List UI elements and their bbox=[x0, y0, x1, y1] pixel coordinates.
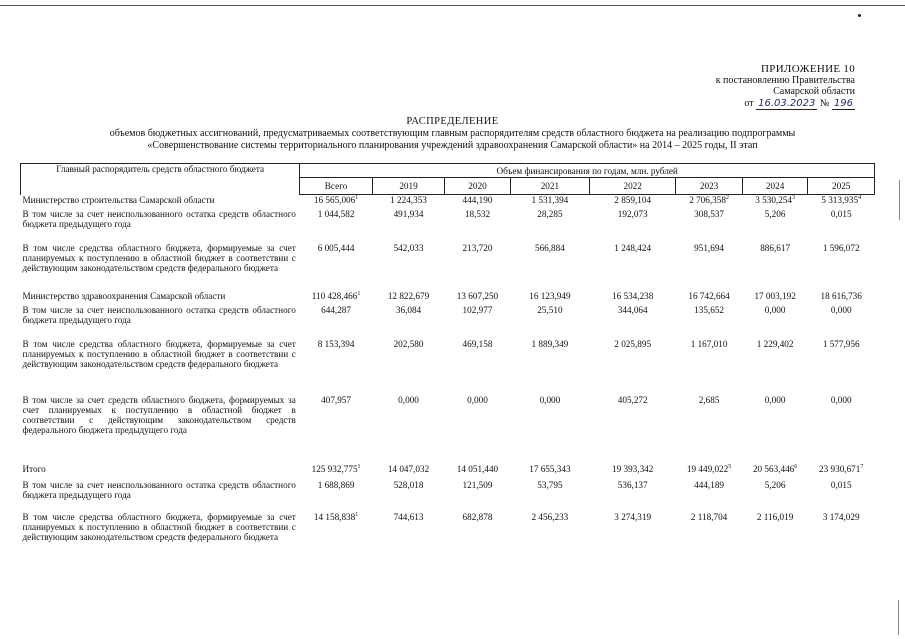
value-text: 0,000 bbox=[764, 304, 786, 315]
value-text: 886,617 bbox=[760, 242, 791, 253]
value-cell bbox=[590, 395, 676, 464]
value-cell bbox=[300, 243, 372, 291]
value-cell bbox=[510, 195, 589, 209]
handwritten-date: 16.03.2023 bbox=[758, 98, 816, 109]
value-cell bbox=[445, 209, 511, 243]
value-cell bbox=[742, 209, 808, 243]
value-text: 0,000 bbox=[830, 304, 852, 315]
value-text: 36,084 bbox=[395, 304, 422, 315]
footnote-marker: 1 bbox=[357, 463, 361, 470]
value-cell bbox=[676, 464, 743, 480]
value-cell bbox=[590, 209, 676, 243]
footnote-marker: 3 bbox=[791, 194, 795, 201]
value-text: 405,272 bbox=[617, 394, 648, 405]
value-cell bbox=[300, 305, 372, 339]
scan-edge-mark bbox=[898, 600, 899, 635]
value-cell bbox=[300, 464, 372, 480]
value-cell bbox=[300, 480, 372, 512]
value-cell bbox=[808, 512, 875, 558]
value-text: 2,685 bbox=[698, 394, 720, 405]
value-text: 16 123,949 bbox=[529, 290, 571, 301]
value-cell bbox=[742, 395, 808, 464]
value-text: 407,957 bbox=[321, 394, 351, 405]
value-text: 25,510 bbox=[537, 304, 563, 315]
value-text: 1 167,010 bbox=[690, 338, 728, 349]
value-cell bbox=[742, 464, 808, 480]
value-text: 19 449,022 bbox=[686, 463, 729, 474]
appendix-date-line bbox=[700, 98, 855, 109]
value-text: 0,000 bbox=[398, 394, 419, 405]
table-row bbox=[21, 209, 875, 243]
value-text: 121,509 bbox=[462, 479, 493, 490]
value-cell bbox=[300, 339, 372, 395]
value-cell bbox=[590, 464, 676, 480]
table-row bbox=[21, 195, 875, 209]
value-cell bbox=[372, 305, 444, 339]
value-text: 192,073 bbox=[617, 208, 648, 219]
value-text: 0,000 bbox=[830, 394, 852, 405]
value-text: 1 596,072 bbox=[822, 242, 860, 253]
value-cell bbox=[676, 339, 743, 395]
table-body bbox=[21, 195, 875, 558]
value-text: 0,000 bbox=[764, 394, 786, 405]
value-text: 5,206 bbox=[764, 208, 786, 219]
value-cell bbox=[510, 480, 589, 512]
value-text: 1 889,349 bbox=[531, 338, 569, 349]
value-text: 542,033 bbox=[393, 242, 424, 253]
value-cell bbox=[510, 464, 589, 480]
value-text: 1 229,402 bbox=[756, 338, 794, 349]
value-cell bbox=[445, 512, 511, 558]
value-text: 1 577,956 bbox=[822, 338, 860, 349]
value-cell bbox=[742, 243, 808, 291]
value-cell bbox=[808, 291, 875, 305]
value-cell bbox=[676, 305, 743, 339]
table-header-row bbox=[21, 164, 875, 178]
table-row bbox=[21, 480, 875, 512]
footnote-marker: 2 bbox=[725, 194, 729, 201]
appendix-line: к постановлению Правительства bbox=[715, 75, 855, 86]
value-cell bbox=[676, 209, 743, 243]
value-cell bbox=[676, 195, 743, 209]
value-cell bbox=[808, 480, 875, 512]
value-text: 16 534,238 bbox=[612, 290, 654, 301]
value-text: 744,613 bbox=[393, 511, 424, 522]
value-cell bbox=[590, 305, 676, 339]
header-col: 2025 bbox=[808, 178, 875, 195]
value-cell bbox=[372, 209, 444, 243]
budget-table bbox=[20, 163, 875, 558]
header-col: Всего bbox=[300, 178, 372, 195]
table-row bbox=[21, 395, 875, 464]
value-text: 2 706,358 bbox=[689, 195, 726, 205]
value-cell bbox=[445, 195, 511, 209]
date-prefix: от bbox=[744, 98, 754, 109]
value-cell bbox=[510, 291, 589, 305]
value-text: 1 688,869 bbox=[317, 479, 355, 490]
scan-edge-mark bbox=[899, 180, 900, 220]
appendix-line: Самарской области bbox=[773, 86, 855, 97]
value-text: 0,000 bbox=[467, 394, 488, 405]
value-cell bbox=[445, 464, 511, 480]
row-label: Министерство здравоохранения Самарской области bbox=[22, 290, 226, 301]
header-col: 2020 bbox=[445, 178, 511, 195]
value-text: 18 616,736 bbox=[820, 290, 862, 301]
value-text: 469,158 bbox=[462, 338, 493, 349]
table-row bbox=[21, 512, 875, 558]
value-text: 3 274,319 bbox=[614, 511, 652, 522]
value-cell bbox=[510, 395, 589, 464]
header-group-cell: Объем финансирования по годам, млн. рублей bbox=[300, 164, 875, 178]
value-text: 14 158,838 bbox=[313, 511, 356, 522]
value-text: 102,977 bbox=[462, 304, 493, 315]
footnote-marker: 4 bbox=[858, 194, 862, 201]
value-cell bbox=[808, 195, 875, 209]
value-cell bbox=[510, 243, 589, 291]
value-cell bbox=[372, 243, 444, 291]
value-text: 18,532 bbox=[464, 208, 491, 219]
value-text: 0,015 bbox=[830, 208, 852, 219]
value-text: 444,189 bbox=[694, 479, 724, 490]
value-text: 17 003,192 bbox=[754, 290, 796, 301]
value-text: 0,000 bbox=[539, 394, 561, 405]
footnote-marker: 1 bbox=[357, 290, 361, 297]
value-text: 110 428,466 bbox=[311, 290, 358, 301]
value-text: 566,884 bbox=[534, 242, 565, 253]
value-cell bbox=[590, 243, 676, 291]
header-name-cell: Главный распорядитель средств областного бюджета bbox=[21, 164, 300, 195]
value-cell bbox=[808, 339, 875, 395]
header-col: 2019 bbox=[372, 178, 444, 195]
value-cell bbox=[676, 512, 743, 558]
value-cell bbox=[445, 395, 511, 464]
row-label: В том числе средства областного бюджета, формируемые за счет планируемых к поступлению в областной бюджет в соответствии с действующим законодательством средств федерального бюджета bbox=[22, 511, 296, 542]
value-text: 16 742,664 bbox=[688, 290, 730, 301]
value-text: 1 044,582 bbox=[317, 208, 355, 219]
value-text: 8 153,394 bbox=[317, 338, 355, 349]
value-cell bbox=[676, 480, 743, 512]
value-text: 951,694 bbox=[694, 242, 724, 253]
row-label: В том числе за счет неиспользованного остатка средств областного бюджета предыдущего года bbox=[22, 208, 296, 229]
footnote-marker: 1 bbox=[355, 511, 359, 518]
value-cell bbox=[300, 512, 372, 558]
value-text: 682,878 bbox=[462, 511, 493, 522]
value-cell bbox=[742, 195, 808, 209]
value-cell bbox=[590, 291, 676, 305]
number-prefix: № bbox=[819, 98, 830, 109]
value-cell bbox=[445, 339, 511, 395]
table-row bbox=[21, 243, 875, 291]
value-text: 2 456,233 bbox=[531, 511, 569, 522]
value-text: 202,580 bbox=[393, 338, 424, 349]
row-label: В том числе средства областного бюджета, формируемые за счет планируемых к поступлению в областной бюджет в соответствии с действующим законодательством средств федерального бюджета bbox=[22, 338, 296, 369]
value-text: 2 859,104 bbox=[614, 195, 652, 205]
row-label: В том числе за счет средств областного бюджета, формируемых за счет планируемых к поступлению в областной бюджет в соответствии с действующим законодательством средств федерального бюджета предыдущего года bbox=[22, 394, 296, 435]
value-cell bbox=[510, 209, 589, 243]
scan-border-line bbox=[0, 5, 905, 6]
value-cell bbox=[808, 243, 875, 291]
value-text: 308,537 bbox=[694, 208, 724, 219]
footnote-marker: 5 bbox=[728, 463, 732, 470]
value-cell bbox=[742, 512, 808, 558]
value-cell bbox=[510, 512, 589, 558]
value-cell bbox=[808, 395, 875, 464]
table-row bbox=[21, 339, 875, 395]
header-col: 2023 bbox=[676, 178, 743, 195]
value-text: 3 174,029 bbox=[822, 511, 860, 522]
header-col: 2022 bbox=[590, 178, 676, 195]
row-label: В том числе средства областного бюджета, формируемые за счет планируемых к поступлению в областной бюджет в соответствии с действующим законодательством средств федерального бюджета bbox=[22, 242, 296, 273]
value-cell bbox=[372, 480, 444, 512]
header-col: 2021 bbox=[510, 178, 589, 195]
heading-title: РАСПРЕДЕЛЕНИЕ bbox=[406, 116, 499, 127]
row-label: Итого bbox=[22, 463, 46, 474]
value-cell bbox=[445, 480, 511, 512]
value-text: 28,285 bbox=[537, 208, 563, 219]
value-cell bbox=[808, 464, 875, 480]
value-text: 12 822,679 bbox=[387, 290, 430, 301]
appendix-title: ПРИЛОЖЕНИЕ 10 bbox=[761, 63, 855, 75]
value-cell bbox=[445, 291, 511, 305]
value-cell bbox=[445, 305, 511, 339]
value-text: 1 531,394 bbox=[531, 195, 569, 205]
value-cell bbox=[372, 464, 444, 480]
value-text: 13 607,250 bbox=[456, 290, 499, 301]
footnote-marker: 7 bbox=[860, 463, 864, 470]
value-cell bbox=[676, 243, 743, 291]
value-text: 344,064 bbox=[617, 304, 648, 315]
row-label: Министерство строительства Самарской области bbox=[22, 194, 215, 205]
heading-line: «Совершенствование системы территориального планирования учреждений здравоохранения Самарской области» на 2014 – 2025 годы, II этап bbox=[147, 140, 758, 151]
value-text: 19 393,342 bbox=[612, 463, 654, 474]
value-cell bbox=[510, 339, 589, 395]
value-text: 23 930,671 bbox=[819, 463, 861, 474]
value-cell bbox=[372, 195, 444, 209]
value-text: 16 565,006 bbox=[313, 195, 356, 205]
value-text: 0,015 bbox=[830, 479, 852, 490]
table-row bbox=[21, 291, 875, 305]
value-text: 444,190 bbox=[462, 195, 493, 205]
value-cell bbox=[300, 209, 372, 243]
value-text: 536,137 bbox=[617, 479, 648, 490]
value-cell bbox=[590, 480, 676, 512]
appendix-block bbox=[700, 64, 855, 109]
value-text: 528,018 bbox=[393, 479, 424, 490]
value-cell bbox=[510, 305, 589, 339]
value-text: 135,652 bbox=[694, 304, 724, 315]
value-text: 2 116,019 bbox=[756, 511, 794, 522]
value-text: 125 932,775 bbox=[311, 463, 358, 474]
table-row bbox=[21, 305, 875, 339]
value-cell bbox=[372, 512, 444, 558]
value-text: 14 051,440 bbox=[456, 463, 499, 474]
value-text: 17 655,343 bbox=[529, 463, 571, 474]
value-text: 5 313,935 bbox=[821, 195, 859, 205]
table-row bbox=[21, 464, 875, 480]
value-text: 5,206 bbox=[764, 479, 786, 490]
value-text: 644,287 bbox=[321, 304, 351, 315]
value-text: 213,720 bbox=[462, 242, 493, 253]
heading-line: объемов бюджетных ассигнований, предусматриваемых соответствующим главным распорядителям средств областного бюджета на реализацию подпрограммы bbox=[109, 128, 796, 139]
value-cell bbox=[300, 195, 372, 209]
value-cell bbox=[808, 209, 875, 243]
value-text: 53,795 bbox=[537, 479, 563, 490]
value-text: 1 224,353 bbox=[390, 195, 427, 205]
value-cell bbox=[590, 339, 676, 395]
value-text: 491,934 bbox=[393, 208, 424, 219]
value-cell bbox=[590, 195, 676, 209]
value-cell bbox=[742, 291, 808, 305]
value-cell bbox=[676, 395, 743, 464]
row-label: В том числе за счет неиспользованного остатка средств областного бюджета предыдущего года bbox=[22, 479, 296, 500]
value-cell bbox=[372, 339, 444, 395]
scan-speck bbox=[858, 14, 861, 17]
value-cell bbox=[676, 291, 743, 305]
value-text: 2 118,704 bbox=[690, 511, 728, 522]
value-cell bbox=[372, 395, 444, 464]
value-cell bbox=[742, 339, 808, 395]
value-cell bbox=[808, 305, 875, 339]
value-cell bbox=[445, 243, 511, 291]
value-text: 20 563,446 bbox=[752, 463, 795, 474]
value-text: 2 025,895 bbox=[614, 338, 652, 349]
document-heading bbox=[60, 116, 845, 152]
value-text: 3 530,254 bbox=[755, 195, 792, 205]
value-cell bbox=[300, 291, 372, 305]
header-col: 2024 bbox=[742, 178, 808, 195]
footnote-marker: 1 bbox=[355, 194, 359, 201]
value-text: 14 047,032 bbox=[387, 463, 430, 474]
value-text: 6 005,444 bbox=[317, 242, 355, 253]
value-cell bbox=[372, 291, 444, 305]
value-text: 1 248,424 bbox=[614, 242, 652, 253]
value-cell bbox=[590, 512, 676, 558]
row-label: В том числе за счет неиспользованного остатка средств областного бюджета предыдущего года bbox=[22, 304, 296, 325]
handwritten-number: 196 bbox=[833, 98, 853, 109]
value-cell bbox=[300, 395, 372, 464]
footnote-marker: 6 bbox=[794, 463, 798, 470]
value-cell bbox=[742, 305, 808, 339]
value-cell bbox=[742, 480, 808, 512]
